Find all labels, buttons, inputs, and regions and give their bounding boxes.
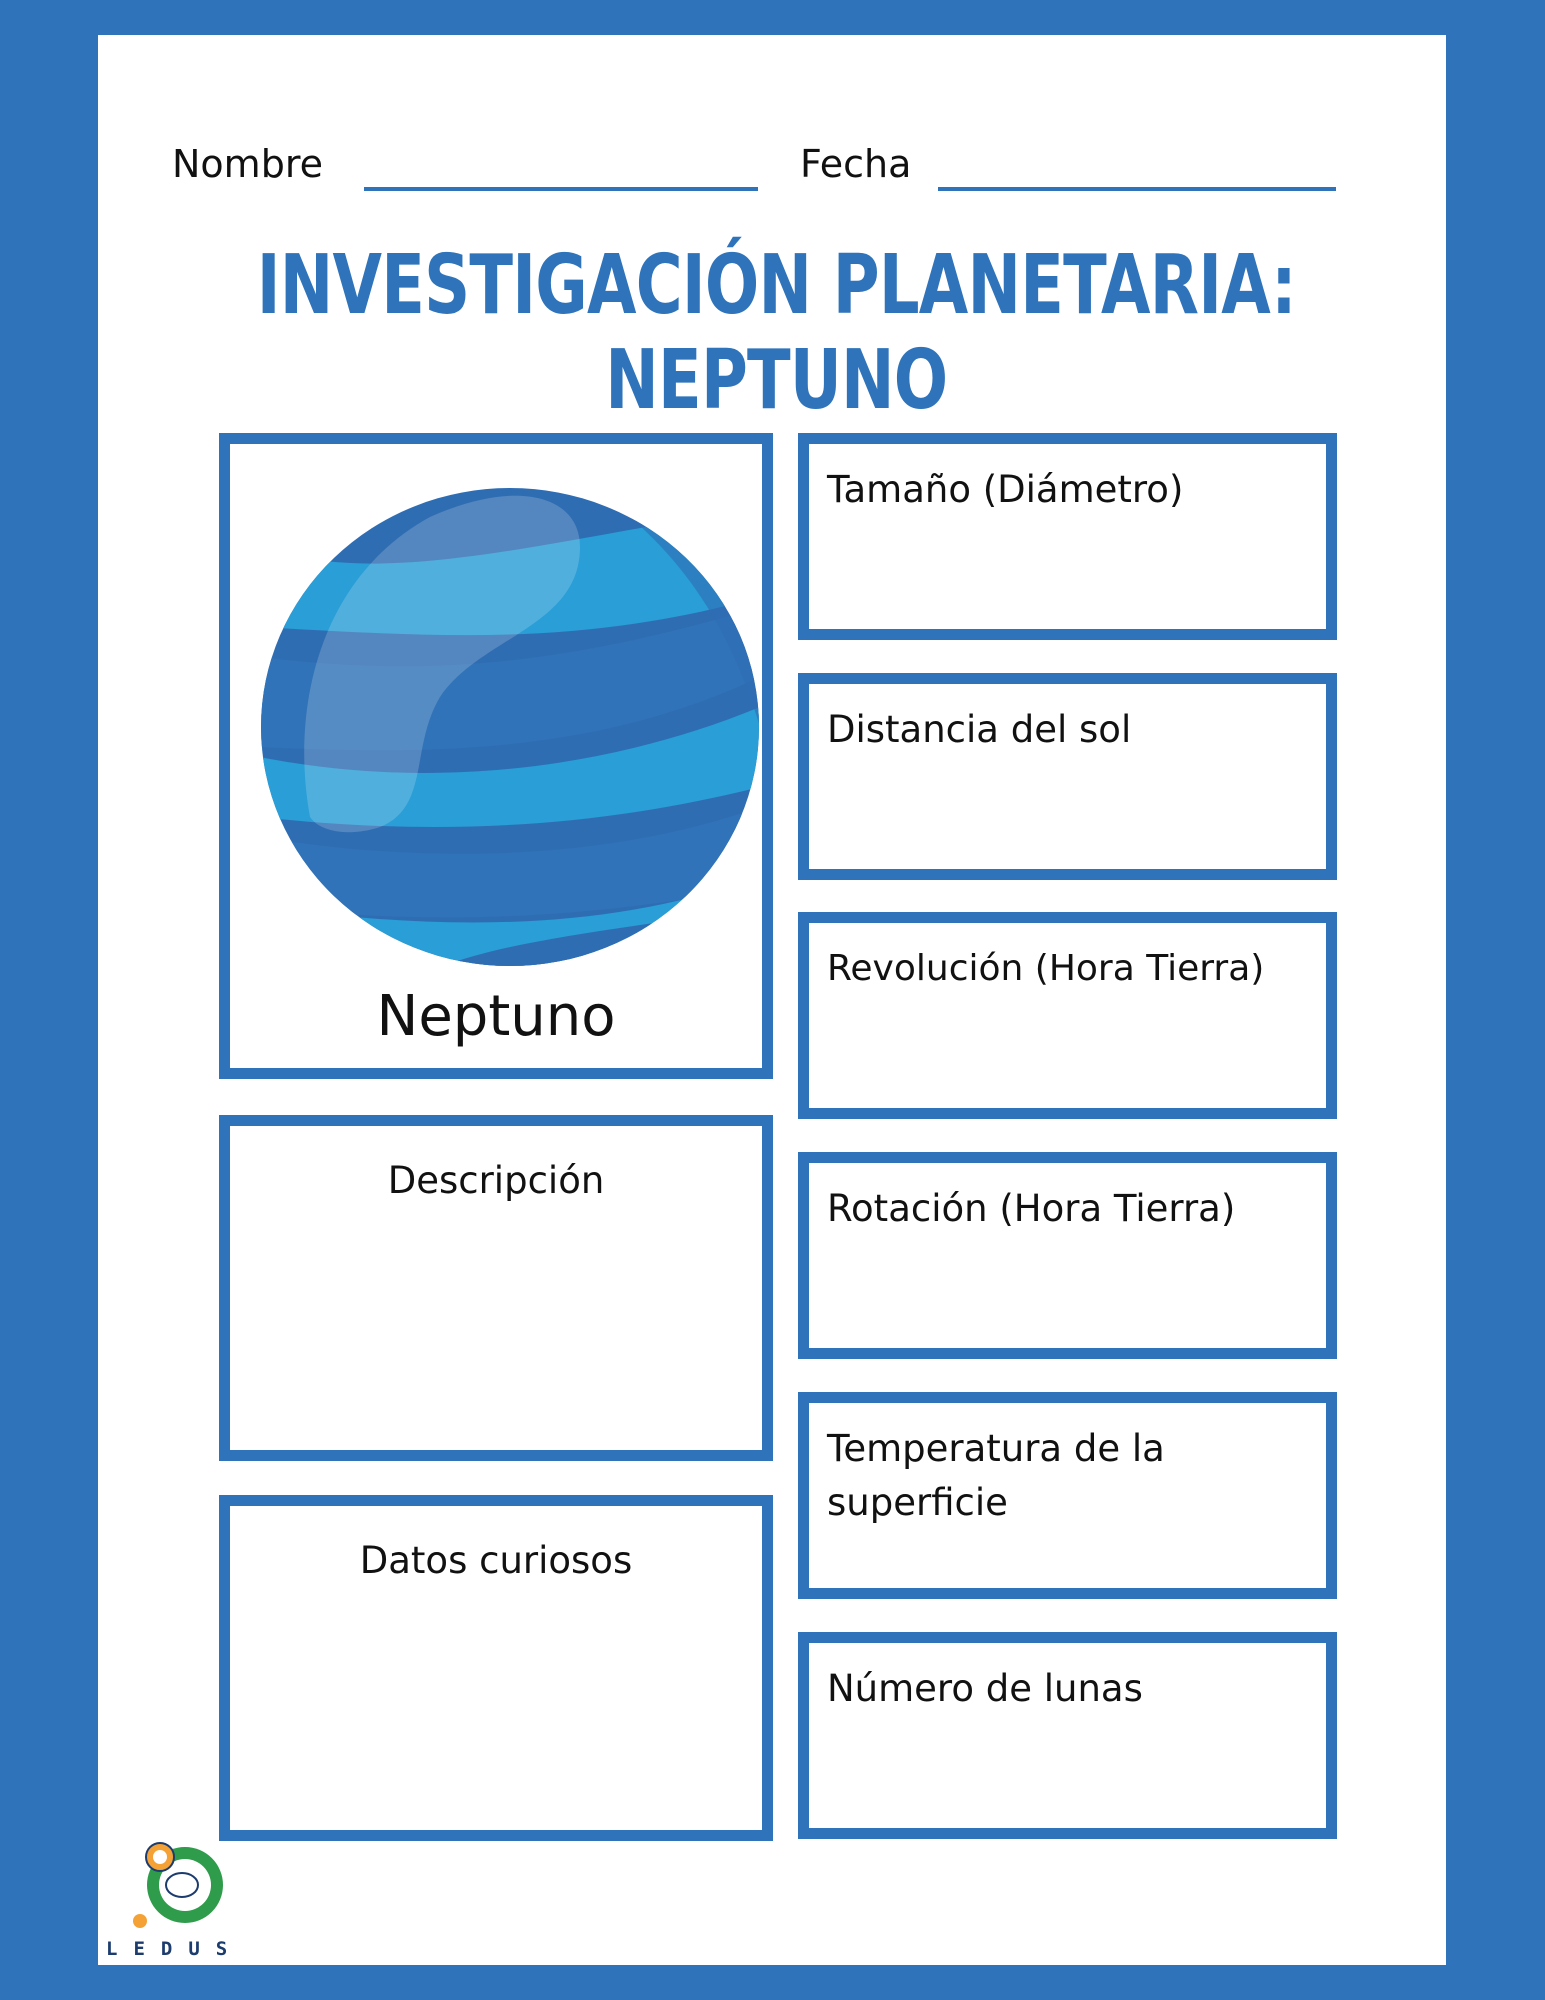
- moons-label: Número de lunas: [827, 1667, 1143, 1710]
- moons-box[interactable]: [798, 1632, 1337, 1839]
- date-label: Fecha: [800, 142, 912, 186]
- temperature-box[interactable]: [798, 1392, 1337, 1599]
- rotation-box[interactable]: [798, 1152, 1337, 1359]
- revolution-box[interactable]: [798, 912, 1337, 1119]
- date-blank-line[interactable]: [938, 187, 1336, 191]
- revolution-label: Revolución (Hora Tierra): [827, 948, 1265, 989]
- page-title: INVESTIGACIÓN PLANETARIA: NEPTUNO: [256, 238, 1296, 428]
- size-label: Tamaño (Diámetro): [827, 468, 1184, 511]
- description-label: Descripción: [387, 1159, 605, 1202]
- name-date-row: [172, 142, 1336, 198]
- fun-facts-box[interactable]: [219, 1495, 773, 1841]
- distance-box[interactable]: [798, 673, 1337, 880]
- name-label: Nombre: [172, 142, 323, 186]
- neptune-planet-illustration: [260, 487, 760, 967]
- distance-label: Distancia del sol: [827, 708, 1132, 751]
- size-box[interactable]: [798, 433, 1337, 640]
- name-blank-line[interactable]: [364, 187, 758, 191]
- ledus-logo-icon: [130, 1833, 230, 1933]
- fun-facts-label: Datos curiosos: [359, 1539, 633, 1582]
- planet-name-label: Neptuno: [376, 984, 616, 1049]
- ledus-brand-text: LEDUS: [106, 1938, 244, 1960]
- planet-image-box: [219, 433, 773, 1079]
- temperature-label: Temperatura de la superficie: [827, 1427, 1165, 1524]
- rotation-label: Rotación (Hora Tierra): [827, 1187, 1236, 1230]
- description-box[interactable]: [219, 1115, 773, 1461]
